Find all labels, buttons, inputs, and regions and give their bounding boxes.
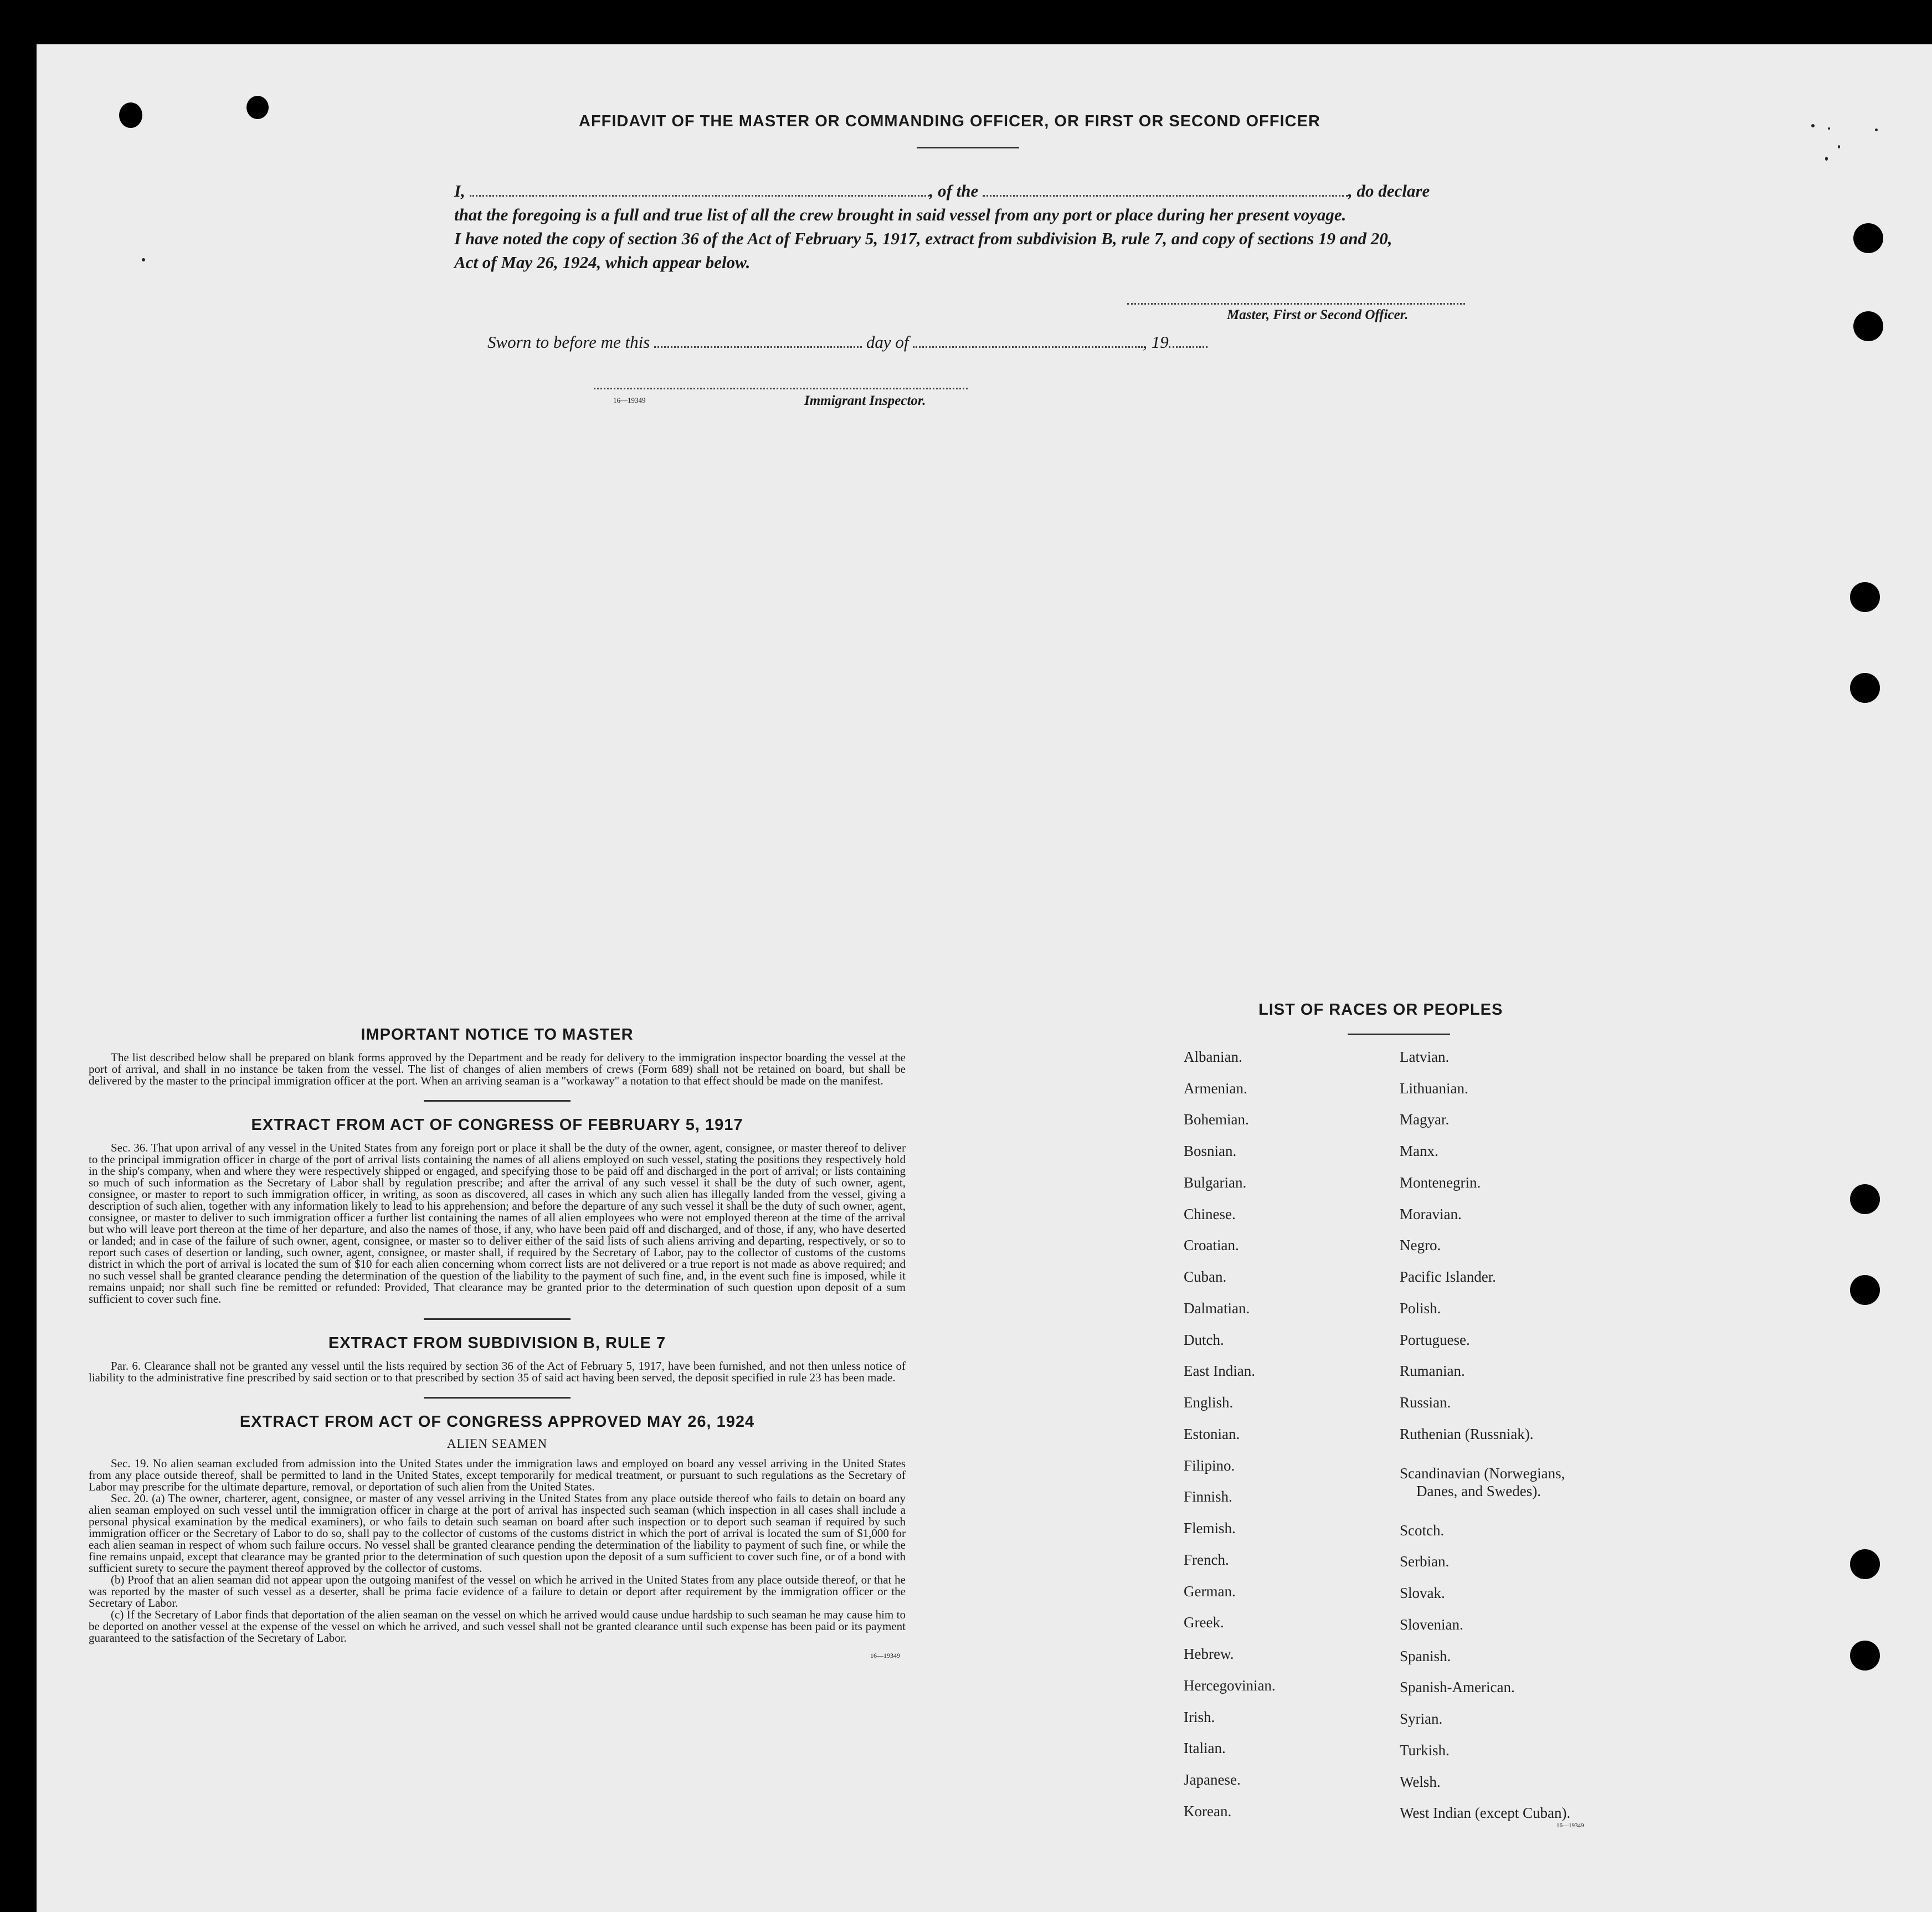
sec-20b-body: (b) Proof that an alien seaman did not appear upon the outgoing manifest of the vessel on which he arrived in the United States from any place outside thereof, or that he was reported by the master of such vessel as a deserter, shall be prima facie evidence of a failure to detain or deport after requirement by the immigration officer or the Secretary of Labor. (89, 1573, 906, 1610)
master-signature-field[interactable] (1127, 303, 1465, 305)
race-item-left: Cuban. (1184, 1268, 1227, 1285)
extract-rule7-title: EXTRACT FROM SUBDIVISION B, RULE 7 (328, 1334, 666, 1352)
race-item-left: Dutch. (1184, 1332, 1224, 1348)
extract-form-number: 16—19349 (870, 1652, 900, 1659)
race-item-left: Filipino. (1184, 1457, 1235, 1474)
race-item-right: Slovak. (1400, 1585, 1445, 1601)
speck (1828, 127, 1830, 130)
punch-hole (246, 96, 269, 119)
sec-20a-body: Sec. 20. (a) The owner, charterer, agent, consignee, or master of any vessel arriving in the United States from any place outside thereof who fails to detain on board any alien seaman employed on such vessel until the immigration officer in charge at the port of arrival has inspected such seaman (which inspection in all cases shall include a personal physical examination by the medical examiners), or who fails to detain such seaman on board after such inspection or to deport such seaman if required by such immigration officer or the Secretary of Labor to do so, shall pay to the collector of customs of the customs district in which the port of arrival is located the sum of $1,000 for each alien seaman in respect of whom such failure occurs. No vessel shall be granted clearance pending the determination of the liability to payment of such fine, or while the fine remains unpaid, except that clearance may be granted prior to the determination of such question upon the deposit of a sum sufficient to cover such fine, or of a bond with sufficient surety to secure the payment thereof approved by the collector of customs. (89, 1492, 906, 1575)
punch-hole (1853, 223, 1883, 253)
punch-hole (1850, 1641, 1880, 1671)
race-item-left: German. (1184, 1583, 1236, 1600)
declaration (454, 179, 1490, 274)
race-item-right: Russian. (1400, 1394, 1451, 1411)
extract-rule7-body: Par. 6. Clearance shall not be granted any vessel until the lists required by section 36 of the Act of February 5, 1917, have been furnished, and not then unless notice of liability to the administrative fine prescribed by said section or to that prescribed by section 35 of said act having been served, the deposit specified in rule 23 has been made. (89, 1359, 906, 1384)
race-item-left: Armenian. (1184, 1080, 1247, 1097)
race-item-left: East Indian. (1184, 1363, 1255, 1379)
speck (1811, 124, 1815, 127)
race-item-left: Dalmatian. (1184, 1300, 1250, 1317)
notices-column (89, 1026, 906, 1660)
race-item-right: Scotch. (1400, 1522, 1445, 1539)
speck (1838, 145, 1840, 148)
speck (142, 258, 145, 261)
sworn-day-field[interactable] (654, 346, 862, 348)
declaration-line-3: I have noted the copy of section 36 of the Act of February 5, 1917, extract from subdivision B, rule 7, and copy of sections 19 and 20, (454, 229, 1393, 248)
race-item-right: Magyar. (1400, 1111, 1450, 1128)
divider (424, 1100, 571, 1102)
punch-hole (1850, 673, 1880, 703)
divider (424, 1318, 571, 1320)
race-item-left: Korean. (1184, 1803, 1232, 1820)
race-item-right: Montenegrin. (1400, 1174, 1481, 1191)
punch-hole (1850, 582, 1880, 612)
extract-1924-title: EXTRACT FROM ACT OF CONGRESS APPROVED MAY 26, 1924 (239, 1413, 755, 1431)
race-item-right: Serbian. (1400, 1553, 1450, 1570)
race-item-right: Pacific Islander. (1400, 1268, 1496, 1285)
race-item-left: Bulgarian. (1184, 1174, 1247, 1191)
races-divider (1348, 1034, 1450, 1035)
inspector-signature-field[interactable] (594, 388, 968, 389)
race-item-right: Spanish-American. (1400, 1679, 1515, 1695)
sworn-line (487, 332, 1208, 352)
sworn-month-field[interactable] (913, 346, 1143, 348)
master-signature-label: Master, First or Second Officer. (1227, 307, 1409, 322)
race-item-right: Rumanian. (1400, 1363, 1465, 1379)
race-item-right: West Indian (except Cuban). (1400, 1805, 1571, 1821)
race-item-left: Estonian. (1184, 1426, 1240, 1442)
title-divider (917, 147, 1019, 148)
extract-1917-title: EXTRACT FROM ACT OF CONGRESS OF FEBRUARY 5, 1917 (251, 1116, 743, 1134)
officer-name-field[interactable] (470, 195, 929, 197)
race-item-left: Albanian. (1184, 1048, 1242, 1065)
speck (1875, 129, 1878, 131)
race-item-left: Italian. (1184, 1740, 1226, 1756)
vessel-name-field[interactable] (983, 195, 1348, 197)
extract-1917-body: Sec. 36. That upon arrival of any vessel in the United States from any foreign port or place it shall be the duty of the owner, agent, consignee, or master thereof to deliver to the principal immigration officer in charge of the port of arrival lists containing the names of all aliens employed on such vessel, stating the positions they respectively hold in the ship's company, when and where they were respectively shipped or engaged, and specifying those to be paid off and discharged in the port of arrival; or lists containing so much of such information as the Secretary of Labor shall by regulation prescribe; and after the arrival of any such vessel it shall be the duty of such owner, agent, consignee, or master to report to such immigration officer, in writing, as soon as discovered, all cases in which any such alien has illegally landed from the vessel, giving a description of such alien, together with any information likely to lead to his apprehension; and before the departure of any such vessel it shall be the duty of such owner, agent, consignee, or master to deliver to such immigration officer a further list containing the names of all alien employees who were not employed thereon at the time of the arrival but who will leave port thereon at the time of her departure, and also the names of those, if any, who have been paid off and discharged, and of those, if any, who have deserted or landed; and in case of the failure of such owner, agent, consignee, or master so to deliver either of the said lists of such aliens arriving and departing, respectively, or so to report such cases of desertion or landing, such owner, agent, consignee, or master shall, if required by the Secretary of Labor, pay to the collector of customs of the customs district in which the port of arrival is located the sum of $10 for each alien concerning whom correct lists are not delivered or a true report is not made as above required; and no such vessel shall be granted clearance pending the determination of the question of the liability to the payment of such fine, and, in the event such fine is imposed, while it remains unpaid; nor shall such fine be remitted or refunded: Provided, That clearance may be granted prior to the determination of such question upon deposit of a sum sufficient to cover such fine. (89, 1141, 906, 1305)
race-item-right: Ruthenian (Russniak). (1400, 1426, 1534, 1442)
notice-body: The list described below shall be prepared on blank forms approved by the Department and be ready for delivery to the immigration inspector boarding the vessel at the port of arrival, and shall in no instance be taken from the vessel. The list of changes of alien members of crews (Form 689) shall not be retained on board, but shall be delivered by the master to the principal immigration officer at the port. When an arriving seaman is a "workaway" a notation to that effect should be made on the manifest. (89, 1051, 906, 1087)
race-item-left: Finnish. (1184, 1488, 1232, 1505)
race-item-right: Syrian. (1400, 1710, 1443, 1727)
race-item-right: Spanish. (1400, 1648, 1451, 1664)
day-of-label: day of (866, 332, 909, 352)
race-item-right: Scandinavian (Norwegians, (1400, 1465, 1565, 1482)
declaration-line-4: Act of May 26, 1924, which appear below. (454, 253, 751, 272)
punch-hole (1850, 1275, 1880, 1305)
race-item-left: Croatian. (1184, 1237, 1239, 1253)
race-item-right: Portuguese. (1400, 1332, 1470, 1348)
sworn-year-field[interactable] (1169, 346, 1208, 348)
year-label: , 19 (1143, 332, 1169, 352)
race-item-left: Japanese. (1184, 1771, 1241, 1788)
races-title: LIST OF RACES OR PEOPLES (1258, 1001, 1503, 1019)
race-item-right: Turkish. (1400, 1742, 1450, 1759)
race-item-left: Irish. (1184, 1709, 1215, 1725)
race-item-left: Bosnian. (1184, 1143, 1237, 1159)
affidavit-form-number: 16—19349 (613, 396, 646, 404)
race-item-left: Flemish. (1184, 1520, 1236, 1536)
inspector-label: Immigrant Inspector. (804, 393, 926, 408)
race-item-right: Moravian. (1400, 1206, 1462, 1222)
races-form-number: 16—19349 (1556, 1822, 1584, 1829)
divider (424, 1397, 571, 1399)
race-item-right: Slovenian. (1400, 1616, 1463, 1633)
declaration-line-2: that the foregoing is a full and true list of all the crew brought in said vessel from any port or place during her present voyage. (454, 205, 1347, 224)
punch-hole (119, 102, 142, 128)
extract-1924-subtitle: ALIEN SEAMEN (446, 1437, 548, 1451)
race-item-right: Latvian. (1400, 1048, 1450, 1065)
race-item-left: Hercegovinian. (1184, 1677, 1276, 1694)
race-item-left: Greek. (1184, 1614, 1224, 1631)
of-the-label: , of the (929, 181, 979, 201)
race-item-left: Hebrew. (1184, 1646, 1234, 1662)
race-item-right: Negro. (1400, 1237, 1441, 1253)
race-item-left: French. (1184, 1551, 1229, 1568)
race-item-right: Welsh. (1400, 1774, 1441, 1790)
punch-hole (1850, 1184, 1880, 1214)
race-item-right: Danes, and Swedes). (1416, 1483, 1541, 1499)
race-item-right: Lithuanian. (1400, 1080, 1468, 1097)
do-declare-label: , do declare (1348, 181, 1430, 201)
speck (1825, 157, 1828, 161)
declaration-i-label: I, (454, 181, 465, 201)
sec-20c-body: (c) If the Secretary of Labor finds that deportation of the alien seaman on the vessel on which he arrived would cause undue hardship to such seaman he may cause him to be deported on another vessel at the expense of the vessel on which he arrived, and such vessel shall not be granted clearance until such expense has been paid or its payment guaranteed to the satisfaction of the Secretary of Labor. (89, 1608, 906, 1644)
race-item-left: English. (1184, 1394, 1234, 1411)
notice-title: IMPORTANT NOTICE TO MASTER (361, 1026, 634, 1044)
punch-hole (1850, 1549, 1880, 1579)
affidavit-title: AFFIDAVIT OF THE MASTER OR COMMANDING OFFICER, OR FIRST OR SECOND OFFICER (579, 112, 1320, 130)
race-item-right: Manx. (1400, 1143, 1438, 1159)
sec-19-body: Sec. 19. No alien seaman excluded from admission into the United States under the immigration laws and employed on board any vessel arriving in the United States from any place outside thereof, shall be permitted to land in the United States, except temporarily for medical treatment, or pursuant to such regulations as the Secretary of Labor may prescribe for the ultimate departure, removal, or deportation of such alien from the United States. (89, 1457, 906, 1493)
race-item-left: Chinese. (1184, 1206, 1236, 1222)
race-item-right: Polish. (1400, 1300, 1441, 1317)
sworn-label: Sworn to before me this (487, 332, 650, 352)
race-item-left: Bohemian. (1184, 1111, 1249, 1128)
punch-hole (1853, 311, 1883, 341)
